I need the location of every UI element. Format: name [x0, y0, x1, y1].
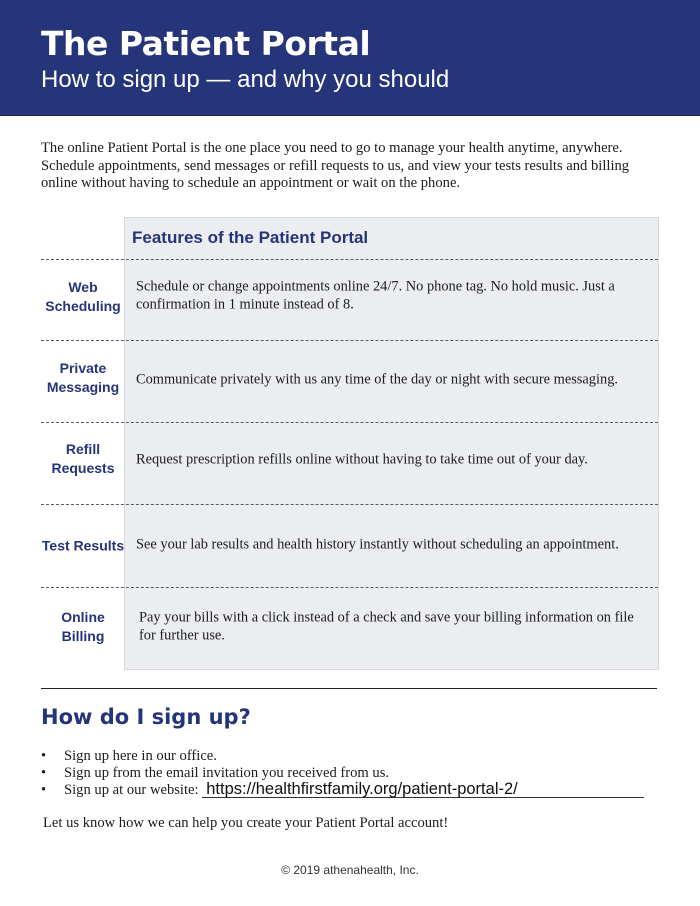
features-title: Features of the Patient Portal	[132, 228, 369, 247]
feature-description-web-scheduling: Schedule or change appointments online 24/7. No phone tag. No hold music. Just a confirmation in 1 minute instead of 8.	[136, 278, 615, 312]
signup-list	[41, 748, 661, 799]
feature-label-online-billing	[41, 608, 125, 646]
list-item-text: Sign up at our website:	[64, 782, 199, 798]
page-subtitle: How to sign up — and why you should	[41, 66, 450, 93]
feature-label-web-scheduling	[41, 278, 125, 316]
feature-label-line: Private	[59, 360, 107, 376]
feature-label-line: Test Results	[41, 537, 125, 554]
header-banner	[0, 0, 700, 116]
page-title: The Patient Portal	[41, 24, 371, 63]
closing-text: Let us know how we can help you create your Patient Portal account!	[43, 815, 449, 831]
feature-label-line: Requests	[51, 460, 115, 476]
row-divider	[41, 587, 658, 588]
feature-description-test-results: See your lab results and health history instantly without scheduling an appointment.	[136, 536, 619, 553]
website-url-link[interactable]: https://healthfirstfamily.org/patient-portal-2/	[202, 782, 644, 798]
feature-description-online-billing: Pay your bills with a click instead of a check and save your billing information on file for further use.	[139, 609, 634, 643]
intro-paragraph: The online Patient Portal is the one place you need to go to manage your health anytime, anywhere. Schedule appointments, send messages or refill requests to us, and view your tests results and billing online without having to schedule an appointment or wait on the phone.	[41, 140, 630, 191]
list-item	[41, 782, 661, 799]
bullet-marker: •	[41, 765, 47, 781]
feature-label-line: Billing	[61, 628, 105, 644]
feature-description-private-messaging: Communicate privately with us any time of the day or night with secure messaging.	[136, 371, 618, 388]
feature-label-line: Messaging	[46, 379, 120, 395]
bullet-marker: •	[41, 748, 47, 764]
feature-label-line: Web	[68, 279, 98, 295]
list-item-text: Sign up from the email invitation you received from us.	[64, 765, 390, 781]
feature-label-private-messaging	[41, 359, 125, 397]
feature-label-line: Refill	[65, 441, 101, 457]
bullet-marker: •	[41, 782, 47, 798]
signup-heading: How do I sign up?	[41, 705, 251, 729]
copyright-footer: © 2019 athenahealth, Inc.	[281, 863, 419, 877]
feature-label-line: Scheduling	[45, 298, 121, 314]
list-item-text: Sign up here in our office.	[64, 748, 217, 764]
list-item	[41, 748, 661, 765]
row-divider	[41, 259, 658, 260]
feature-label-test-results	[41, 537, 125, 556]
feature-description-refill-requests: Request prescription refills online without having to take time out of your day.	[136, 451, 588, 468]
row-divider	[41, 340, 658, 341]
feature-label-line: Online	[61, 609, 105, 625]
row-divider	[41, 422, 658, 423]
section-rule	[41, 688, 657, 689]
row-divider	[41, 504, 658, 505]
feature-label-refill-requests	[41, 440, 125, 478]
